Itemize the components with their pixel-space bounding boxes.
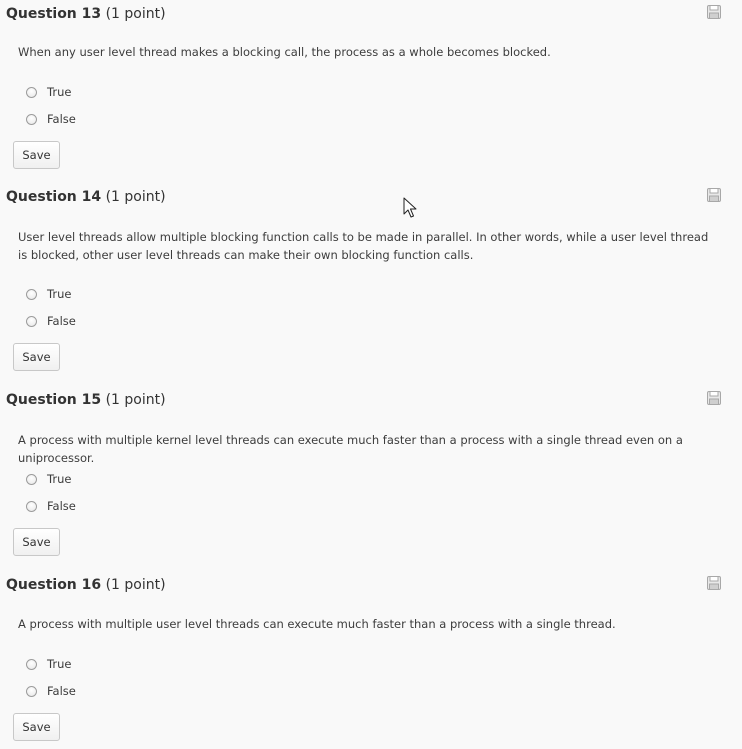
save-button[interactable]: Save [13,141,60,169]
question-header [6,4,166,24]
option-label-false: False [47,499,76,513]
option-label-true: True [47,657,72,671]
option-false[interactable] [26,498,76,514]
option-true[interactable] [26,286,71,302]
save-button[interactable]: Save [13,713,60,741]
question-points: (1 point) [105,392,166,408]
question-text: A process with multiple user level threads can execute much faster than a process with a single thread. [18,617,616,631]
question-text: When any user level thread makes a blocking call, the process as a whole becomes blocked. [18,45,551,59]
floppy-disk-icon[interactable] [707,188,721,202]
option-false[interactable] [26,313,76,329]
radio-true[interactable] [26,659,37,670]
option-false[interactable] [26,111,76,127]
option-label-false: False [47,112,76,126]
option-true[interactable] [26,656,71,672]
radio-false[interactable] [26,501,37,512]
option-label-true: True [47,85,72,99]
save-button[interactable]: Save [13,528,60,556]
question-title: Question 14 [6,189,102,205]
floppy-disk-icon[interactable] [707,391,721,405]
question-header [6,575,166,595]
option-true[interactable] [26,84,71,100]
save-button[interactable]: Save [13,343,60,371]
question-points: (1 point) [105,577,166,593]
option-true[interactable] [26,471,71,487]
question-title: Question 13 [6,6,102,22]
option-label-true: True [47,287,72,301]
radio-true[interactable] [26,474,37,485]
question-points: (1 point) [105,6,166,22]
question-text: A process with multiple kernel level threads can execute much faster than a process with a single thread even on a uniprocessor. [18,433,683,465]
question-title: Question 15 [6,392,102,408]
question-title: Question 16 [6,577,102,593]
radio-false[interactable] [26,114,37,125]
radio-false[interactable] [26,686,37,697]
floppy-disk-icon[interactable] [707,5,721,19]
option-label-false: False [47,684,76,698]
option-label-false: False [47,314,76,328]
option-false[interactable] [26,683,76,699]
radio-false[interactable] [26,316,37,327]
floppy-disk-icon[interactable] [707,576,721,590]
radio-true[interactable] [26,289,37,300]
question-points: (1 point) [105,189,166,205]
option-label-true: True [47,472,72,486]
question-header [6,390,166,410]
radio-true[interactable] [26,87,37,98]
question-header [6,187,166,207]
mouse-pointer-icon [403,197,417,219]
question-text: User level threads allow multiple blocking function calls to be made in parallel. In other words, while a user level thread is blocked, other user level threads can make their own blocking function calls. [18,230,709,262]
